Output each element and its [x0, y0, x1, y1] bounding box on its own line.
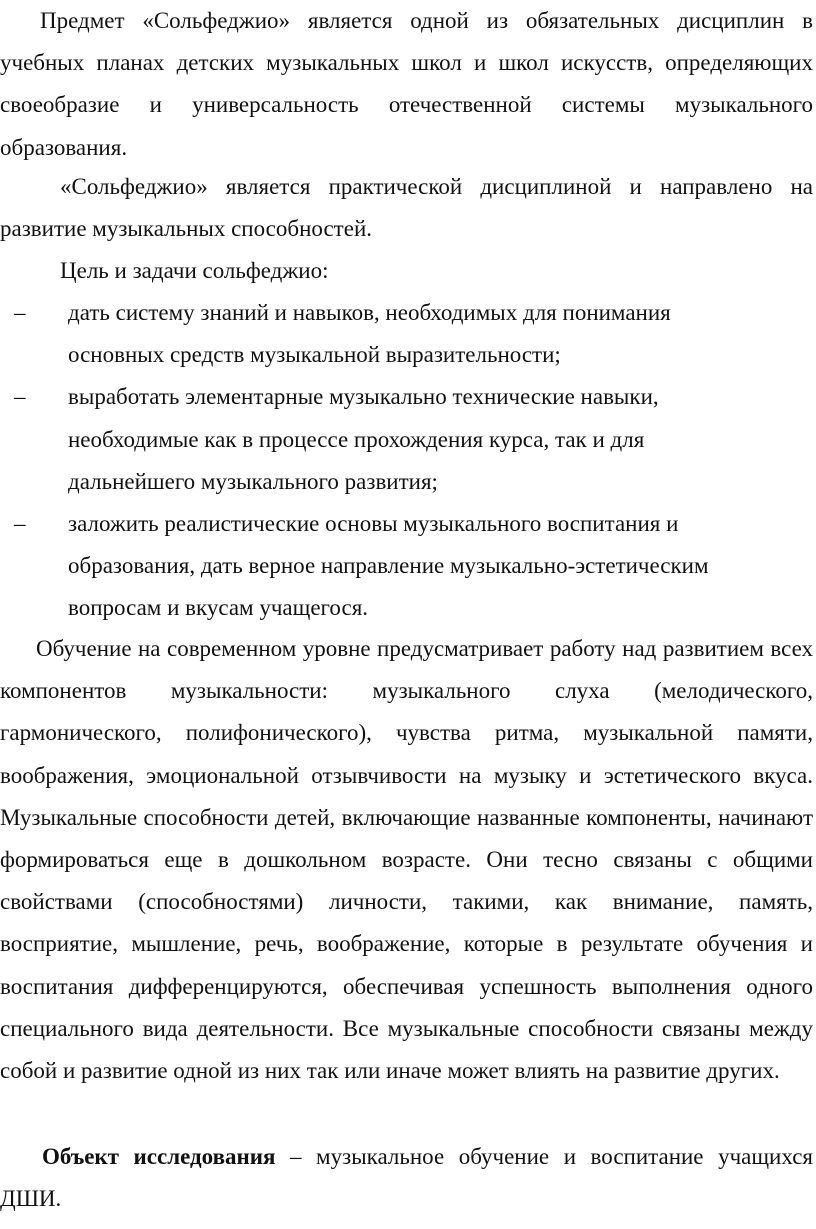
list-item-line: основных средств музыкальной выразительности;: [68, 342, 561, 368]
list-item-line: необходимые как в процессе прохождения курса, так и для: [68, 426, 645, 452]
goals-heading: [0, 250, 813, 292]
modern-text: Обучение на современном уровне предусматривает работу над развитием всех компонентов музыкальности: музыкального слуха (мелодического, гармонического, полифонического), чувства ритма, музыкальной памяти, воображения, эмоциональной отзывчивости на музыку и эстетического вкуса. Музыкальные способности детей, включающие названные компоненты, начинают формироваться еще в дошкольном возрасте. Они тесно связаны с общими свойствами (способностями) личности, такими, как внимание, память, восприятие, мышление, речь, воображение, которые в результате обучения и воспитания дифференцируются, обеспечивая успешность выполнения одного специального вида деятельности. Все музыкальные способности связаны между собой и развитие одной из них так или иначе может влиять на развитие других.: [0, 636, 813, 1084]
dash-bullet-icon: –: [14, 384, 26, 410]
list-item-line: образования, дать верное направление музыкально-эстетическим: [68, 553, 709, 579]
list-item-line: выработать элементарные музыкально технические навыки,: [68, 384, 659, 410]
dash-bullet-icon: –: [14, 511, 26, 537]
list-item-line: дальнейшего музыкального развития;: [68, 468, 438, 494]
goals-heading-text: Цель и задачи сольфеджио:: [60, 258, 329, 283]
dash-bullet-icon: –: [14, 300, 26, 325]
list-item: [0, 292, 780, 376]
list-item-line: вопросам и вкусам учащегося.: [68, 595, 369, 621]
intro-text: Предмет «Сольфеджио» является одной из обязательных дисциплин в учебных планах детских музыкальных школ и школ искусств, определяющих своеобразие и универсальность отечественной системы музыкального образования.: [0, 8, 813, 160]
list-item-line: дать систему знаний и навыков, необходимых для понимания: [68, 300, 671, 325]
object-of-study-paragraph: [0, 1136, 813, 1220]
intro-paragraph: [0, 0, 813, 169]
goals-list: [0, 292, 780, 630]
object-of-study-text: – музыкальное обучение и воспитание учащихся ДШИ.: [0, 1144, 813, 1212]
list-item-line: заложить реалистические основы музыкального воспитания и: [68, 511, 679, 537]
object-of-study-label: Объект исследования: [42, 1144, 276, 1169]
list-item: [0, 376, 780, 503]
practical-text: «Сольфеджио» является практической дисциплиной и направлено на развитие музыкальных способностей.: [0, 174, 813, 242]
list-item: [0, 503, 780, 630]
modern-paragraph: [0, 628, 813, 1092]
practical-paragraph: [0, 166, 813, 250]
